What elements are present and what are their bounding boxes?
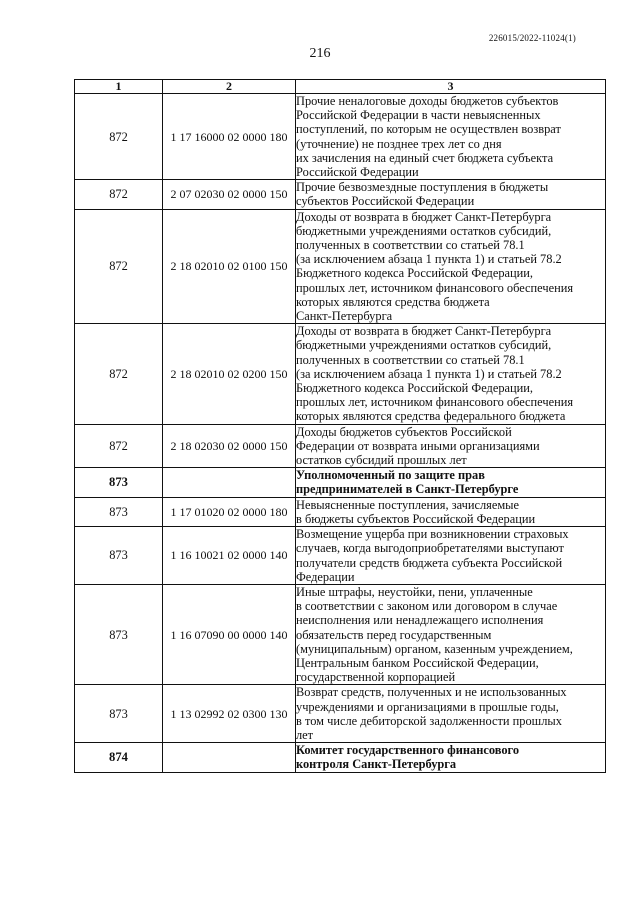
description-line: Российской Федерации в части невыясненных	[296, 108, 541, 123]
table-row	[75, 685, 606, 743]
admin-code-cell: 872	[75, 94, 163, 180]
column-header-3: 3	[296, 80, 606, 94]
budget-code-cell: 1 17 01020 02 0000 180	[163, 497, 296, 526]
description-line: Бюджетного кодекса Российской Федерации,	[296, 381, 534, 396]
description-line: лет	[296, 727, 314, 742]
description-line: (за исключением абзаца 1 пункта 1) и статьей 78.2	[296, 252, 562, 267]
budget-code-cell: 2 18 02010 02 0200 150	[163, 324, 296, 424]
table-row	[75, 424, 606, 468]
admin-code-cell: 874	[75, 743, 163, 772]
description-line: Доходы бюджетов субъектов Российской	[296, 424, 512, 439]
description-line: государственной корпорацией	[296, 670, 456, 685]
description-cell	[296, 743, 606, 772]
description-line: в том числе дебиторской задолженности прошлых	[296, 713, 562, 728]
description-cell	[296, 94, 606, 180]
description-line: учреждениями и организациями в прошлые годы,	[296, 699, 559, 714]
admin-code-cell: 873	[75, 527, 163, 585]
table-row	[75, 584, 606, 684]
budget-code-cell: 1 17 16000 02 0000 180	[163, 94, 296, 180]
description-line: Иные штрафы, неустойки, пени, уплаченные	[296, 584, 533, 599]
admin-code-cell: 873	[75, 685, 163, 743]
description-cell	[296, 584, 606, 684]
description-cell	[296, 424, 606, 468]
admin-code-cell: 872	[75, 209, 163, 324]
description-line: Невыясненные поступления, зачисляемые	[296, 497, 519, 512]
description-line: контроля Санкт-Петербурга	[296, 757, 457, 772]
budget-code-cell: 1 16 10021 02 0000 140	[163, 527, 296, 585]
description-cell	[296, 527, 606, 585]
description-cell	[296, 180, 606, 209]
description-line: их зачисления на единый счет бюджета субъекта	[296, 150, 554, 165]
admin-code-cell: 872	[75, 324, 163, 424]
table-row	[75, 94, 606, 180]
description-cell	[296, 209, 606, 324]
description-line: обязательств перед государственным	[296, 627, 492, 642]
table-section-header-row	[75, 468, 606, 497]
description-line: (муниципальным) органом, казенным учреждением,	[296, 641, 573, 656]
description-line: Центральным банком Российской Федерации,	[296, 655, 539, 670]
description-line: Санкт-Петербурга	[296, 309, 393, 324]
description-cell	[296, 324, 606, 424]
admin-code-cell: 873	[75, 497, 163, 526]
table-row	[75, 527, 606, 585]
page-number: 216	[309, 46, 331, 61]
description-line: поступлений, по которым не осуществлен возврат	[296, 122, 561, 137]
budget-code-cell: 2 18 02030 02 0000 150	[163, 424, 296, 468]
description-cell	[296, 497, 606, 526]
budget-code-cell	[163, 743, 296, 772]
description-line: предпринимателей в Санкт-Петербурге	[296, 482, 519, 497]
description-line: (уточнение) не позднее трех лет со дня	[296, 136, 502, 151]
budget-code-cell: 1 16 07090 00 0000 140	[163, 584, 296, 684]
description-line: которых являются средства федерального бюджета	[296, 409, 566, 424]
description-line: Прочие неналоговые доходы бюджетов субъектов	[296, 94, 559, 108]
description-line: бюджетными учреждениями остатков субсидий,	[296, 223, 552, 238]
table-section-header-row	[75, 743, 606, 772]
admin-code-cell: 873	[75, 584, 163, 684]
description-line: прошлых лет, источником финансового обеспечения	[296, 395, 574, 410]
description-line: которых являются средства бюджета	[296, 294, 490, 309]
description-line: случаев, когда выгодоприобретателями выступают	[296, 541, 564, 556]
description-line: Возврат средств, полученных и не использованных	[296, 685, 567, 700]
budget-classification-table	[74, 79, 606, 773]
table-body	[75, 94, 606, 773]
description-cell	[296, 468, 606, 497]
description-line: остатков субсидий прошлых лет	[296, 453, 467, 468]
description-line: Доходы от возврата в бюджет Санкт-Петербурга	[296, 324, 552, 339]
description-line: полученных в соответствии со статьей 78.1	[296, 238, 525, 253]
admin-code-cell: 872	[75, 180, 163, 209]
table-header-row	[75, 80, 606, 94]
table-row	[75, 180, 606, 209]
description-line: Федерации от возврата иными организациями	[296, 438, 540, 453]
budget-code-cell	[163, 468, 296, 497]
column-header-2: 2	[163, 80, 296, 94]
description-line: Доходы от возврата в бюджет Санкт-Петербурга	[296, 209, 552, 224]
description-line: полученных в соответствии со статьей 78.1	[296, 352, 525, 367]
budget-code-cell: 2 18 02010 02 0100 150	[163, 209, 296, 324]
description-line: в бюджеты субъектов Российской Федерации	[296, 511, 536, 526]
description-line: прошлых лет, источником финансового обеспечения	[296, 280, 574, 295]
description-line: в соответствии с законом или договором в случае	[296, 599, 558, 614]
table-row	[75, 209, 606, 324]
description-line: бюджетными учреждениями остатков субсидий,	[296, 338, 552, 353]
description-line: Федерации	[296, 569, 355, 584]
description-line: субъектов Российской Федерации	[296, 194, 475, 209]
description-line: (за исключением абзаца 1 пункта 1) и статьей 78.2	[296, 366, 562, 381]
budget-code-cell: 2 07 02030 02 0000 150	[163, 180, 296, 209]
document-id: 226015/2022-11024(1)	[488, 33, 576, 43]
description-line: Возмещение ущерба при возникновении страховых	[296, 527, 569, 542]
description-cell	[296, 685, 606, 743]
description-line: Уполномоченный по защите прав	[296, 468, 485, 483]
column-header-1: 1	[75, 80, 163, 94]
description-line: Бюджетного кодекса Российской Федерации,	[296, 266, 534, 281]
description-line: Комитет государственного финансового	[296, 743, 520, 758]
description-line: Прочие безвозмездные поступления в бюджеты	[296, 180, 549, 195]
budget-code-cell: 1 13 02992 02 0300 130	[163, 685, 296, 743]
admin-code-cell: 872	[75, 424, 163, 468]
admin-code-cell: 873	[75, 468, 163, 497]
table-row	[75, 324, 606, 424]
description-line: неисполнения или ненадлежащего исполнения	[296, 613, 544, 628]
description-line: получатели средств бюджета субъекта Российской	[296, 555, 563, 570]
description-line: Российской Федерации	[296, 165, 419, 180]
table-row	[75, 497, 606, 526]
